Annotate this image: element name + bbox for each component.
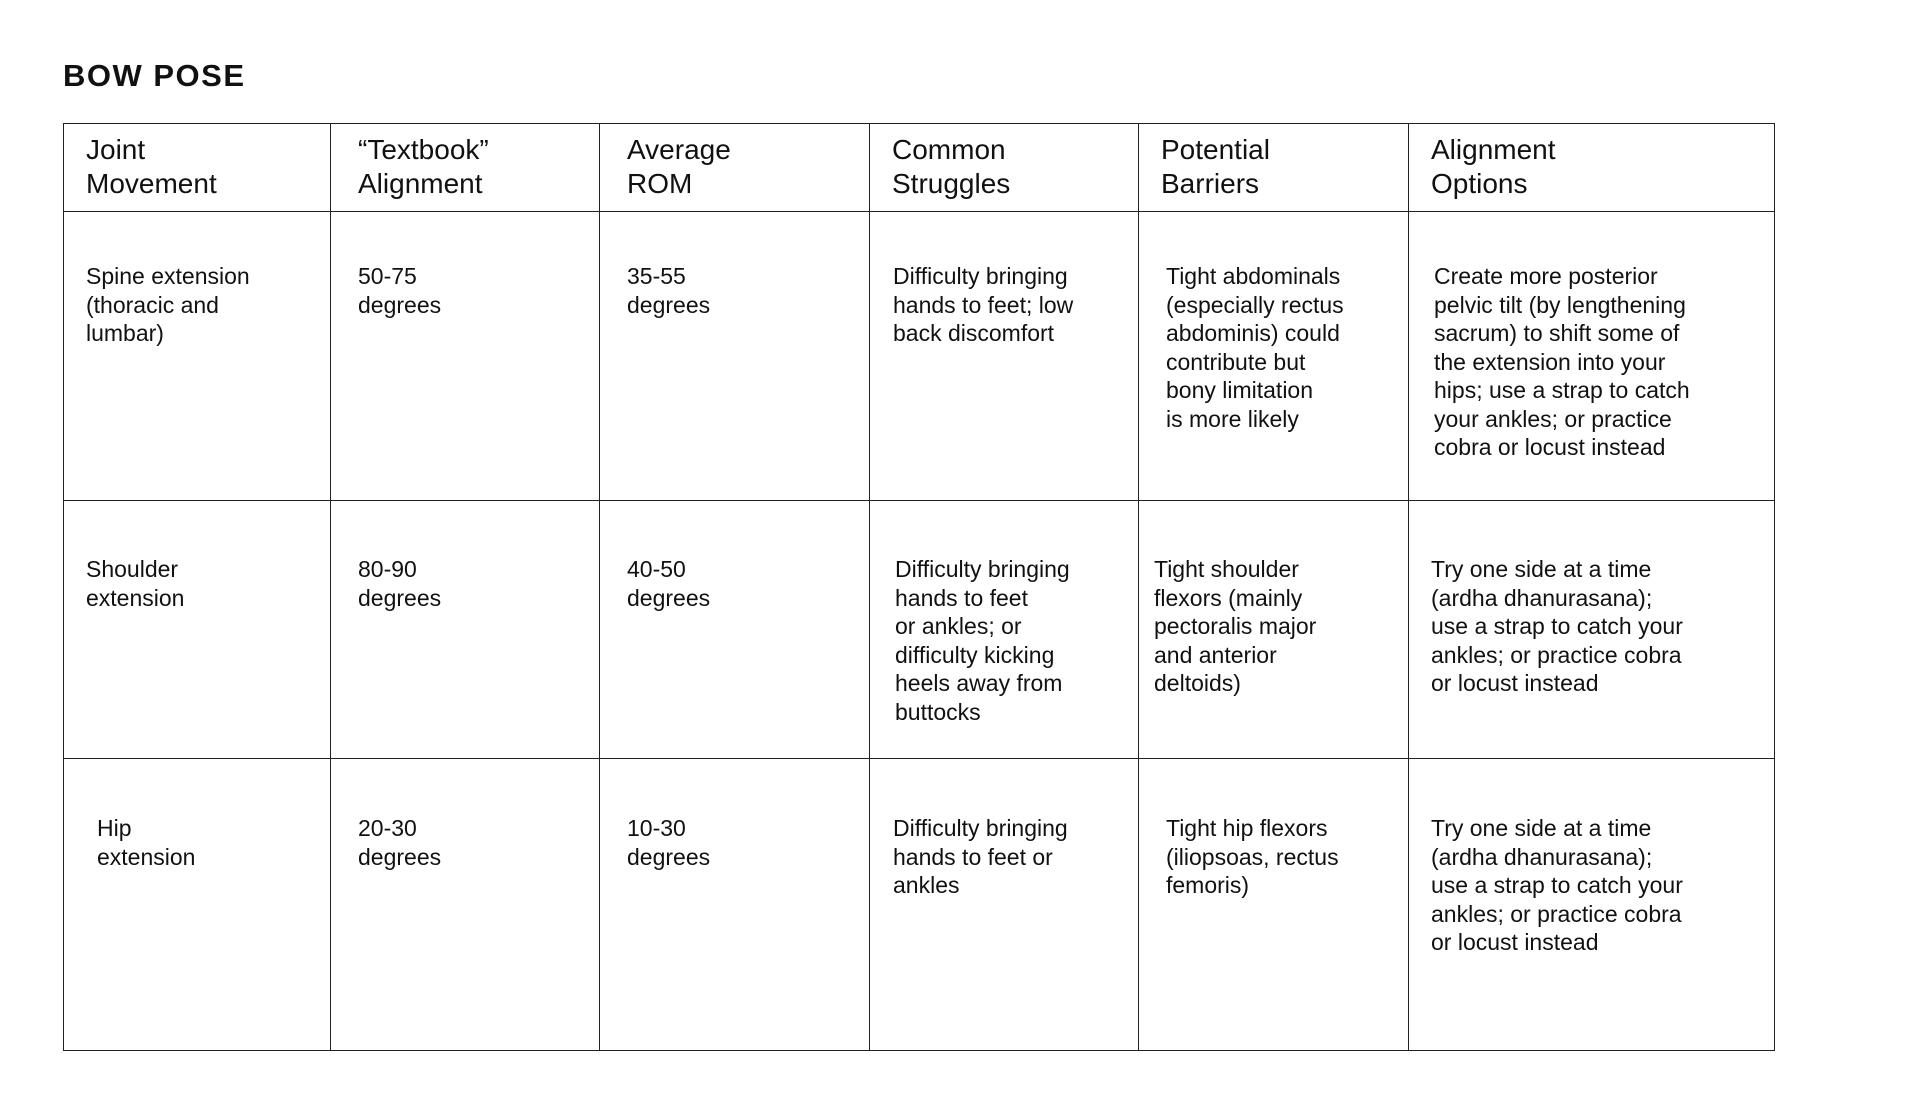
bow-pose-table [63, 123, 1775, 1051]
table-row [64, 759, 1775, 1051]
cell-alignment-options: Try one side at a time (ardha dhanurasana); use a strap to catch your ankles; or practice cobra or locust instead [1409, 501, 1775, 759]
cell-alignment-options: Try one side at a time (ardha dhanurasana); use a strap to catch your ankles; or practice cobra or locust instead [1409, 759, 1775, 1051]
header-average-rom: Average ROM [600, 124, 870, 212]
cell-textbook-alignment: 20-30 degrees [331, 759, 600, 1051]
cell-textbook-alignment: 50-75 degrees [331, 212, 600, 501]
header-potential-barriers: Potential Barriers [1139, 124, 1409, 212]
cell-textbook-alignment: 80-90 degrees [331, 501, 600, 759]
cell-potential-barriers: Tight abdominals (especially rectus abdominis) could contribute but bony limitation is more likely [1139, 212, 1409, 501]
cell-common-struggles: Difficulty bringing hands to feet or ankles; or difficulty kicking heels away from buttocks [870, 501, 1139, 759]
cell-potential-barriers: Tight hip flexors (iliopsoas, rectus femoris) [1139, 759, 1409, 1051]
table-row [64, 501, 1775, 759]
cell-joint-movement: Spine extension (thoracic and lumbar) [64, 212, 331, 501]
cell-alignment-options: Create more posterior pelvic tilt (by lengthening sacrum) to shift some of the extension into your hips; use a strap to catch your ankles; or practice cobra or locust instead [1409, 212, 1775, 501]
cell-joint-movement: Hip extension [64, 759, 331, 1051]
cell-average-rom: 35-55 degrees [600, 212, 870, 501]
cell-common-struggles: Difficulty bringing hands to feet; low back discomfort [870, 212, 1139, 501]
cell-joint-movement: Shoulder extension [64, 501, 331, 759]
table-row [64, 212, 1775, 501]
cell-average-rom: 10-30 degrees [600, 759, 870, 1051]
header-row [64, 124, 1775, 212]
cell-potential-barriers: Tight shoulder flexors (mainly pectoralis major and anterior deltoids) [1139, 501, 1409, 759]
header-textbook-alignment: “Textbook” Alignment [331, 124, 600, 212]
page-title: BOW POSE [63, 58, 246, 93]
cell-average-rom: 40-50 degrees [600, 501, 870, 759]
cell-common-struggles: Difficulty bringing hands to feet or ankles [870, 759, 1139, 1051]
header-common-struggles: Common Struggles [870, 124, 1139, 212]
header-alignment-options: Alignment Options [1409, 124, 1775, 212]
header-joint-movement: Joint Movement [64, 124, 331, 212]
